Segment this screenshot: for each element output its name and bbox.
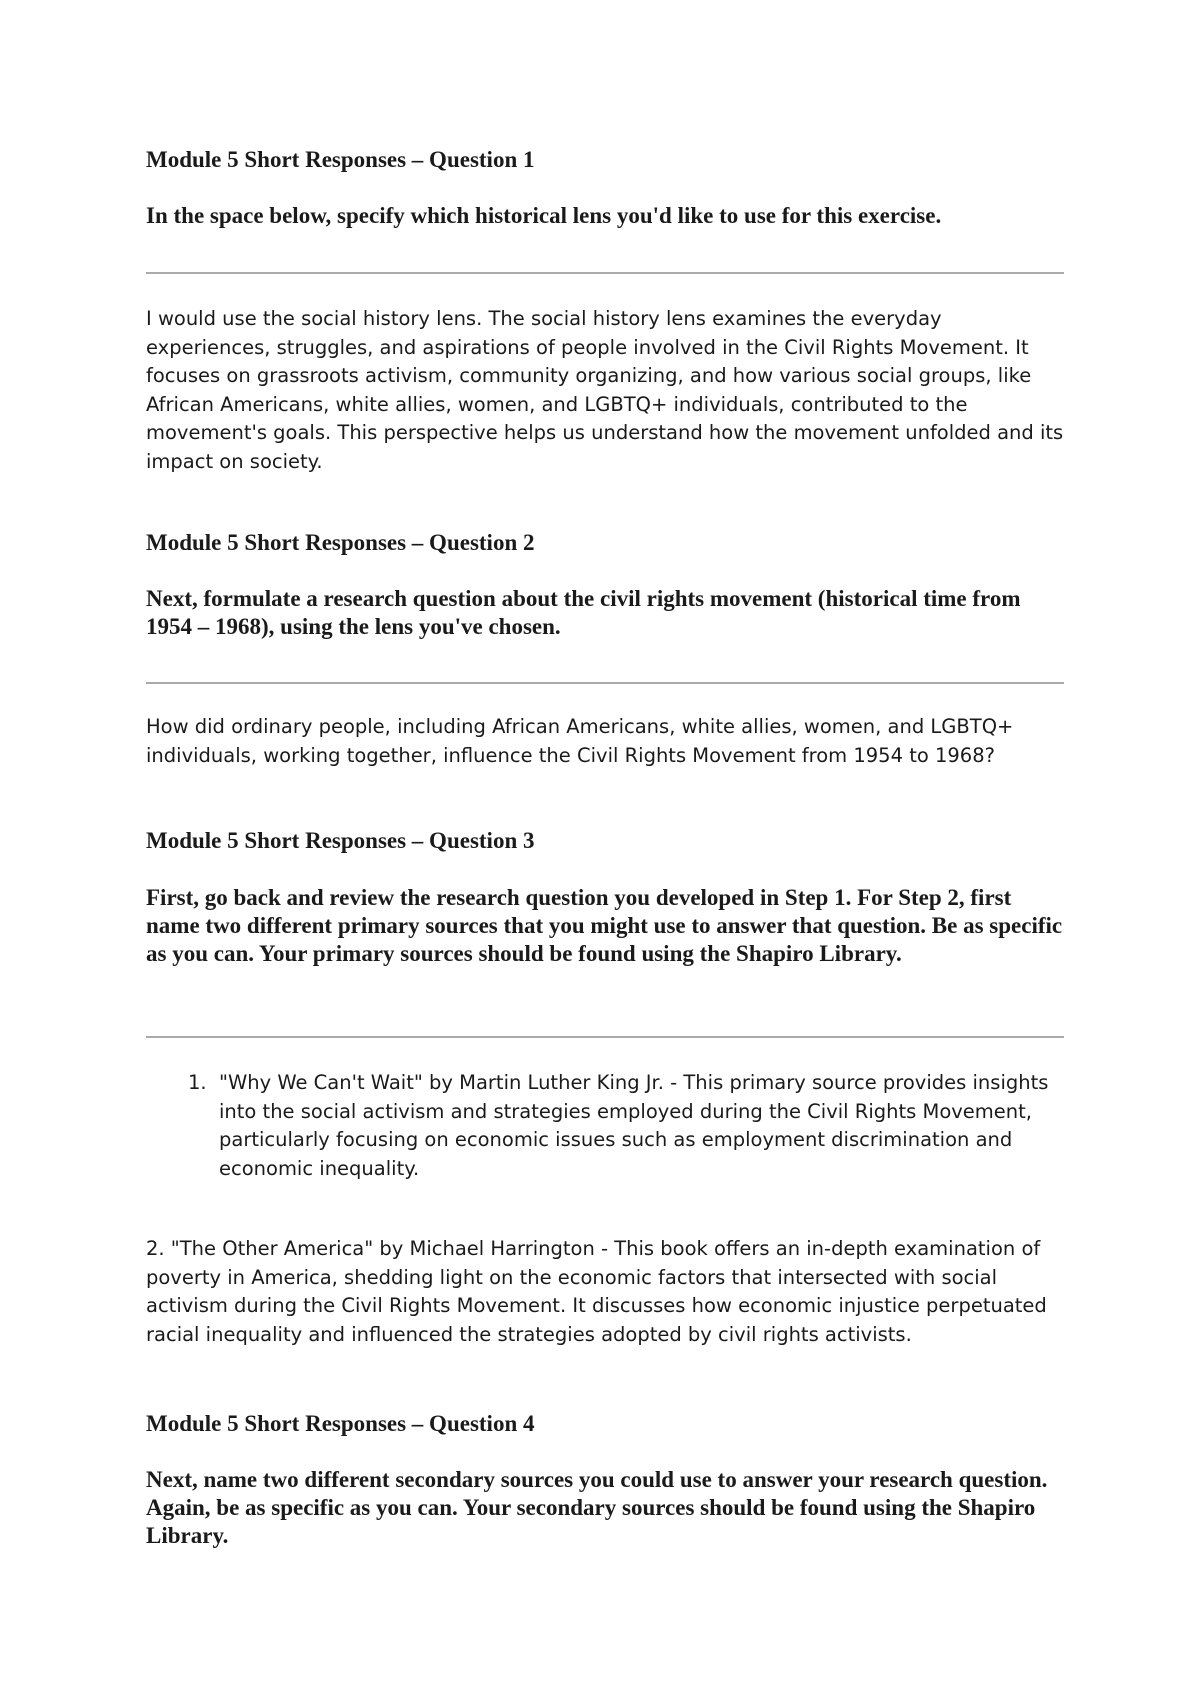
question-1-prompt: In the space below, specify which historical lens you'd like to use for this exercise. xyxy=(146,203,942,228)
question-1-answer: I would use the social history lens. The social history lens examines the everyday experiences, struggles, and aspirations of people involved in the Civil Rights Movement. It focuses on grassroots activism, community organizing, and how various social groups, like African Americans, white allies, women, and LGBTQ+ individuals, contributed to the movement's goals. This perspective helps us understand how the movement unfolded and its impact on society. xyxy=(146,307,1064,473)
question-2-prompt: Next, formulate a research question about the civil rights movement (historical time from 1954 – 1968), using the lens you've chosen. xyxy=(146,586,1021,639)
question-1-title: Module 5 Short Responses – Question 1 xyxy=(146,147,535,172)
question-3-answer-2: 2. "The Other America" by Michael Harrington - This book offers an in-depth examination of poverty in America, shedding light on the economic factors that intersected with social activism during the Civil Rights Movement. It discusses how economic injustice perpetuated racial inequality and influenced the strategies adopted by civil rights activists. xyxy=(146,1237,1047,1346)
question-4-prompt: Next, name two different secondary sources you could use to answer your research question. Again, be as specific as you can. Your secondary sources should be found using the Shapiro Library. xyxy=(146,1467,1048,1548)
question-4-title: Module 5 Short Responses – Question 4 xyxy=(146,1411,535,1436)
list-item xyxy=(146,1069,1064,1183)
list-item-number: 1. xyxy=(188,1071,207,1094)
question-1-divider xyxy=(146,272,1064,274)
list-item-text: "Why We Can't Wait" by Martin Luther King Jr. - This primary source provides insights into the social activism and strategies employed during the Civil Rights Movement, particularly focusing on economic issues such as employment discrimination and economic inequality. xyxy=(219,1071,1049,1180)
question-2-answer: How did ordinary people, including African Americans, white allies, women, and LGBTQ+ individuals, working together, influence the Civil Rights Movement from 1954 to 1968? xyxy=(146,715,1014,767)
question-3-source-list xyxy=(146,1069,1064,1183)
question-2-title: Module 5 Short Responses – Question 2 xyxy=(146,530,535,555)
question-2-divider xyxy=(146,682,1064,684)
question-3-title: Module 5 Short Responses – Question 3 xyxy=(146,828,535,853)
question-3-prompt: First, go back and review the research question you developed in Step 1. For Step 2, first name two different primary sources that you might use to answer that question. Be as specific as you can. Your primary sources should be found using the Shapiro Library. xyxy=(146,885,1063,966)
question-3-divider xyxy=(146,1036,1064,1038)
